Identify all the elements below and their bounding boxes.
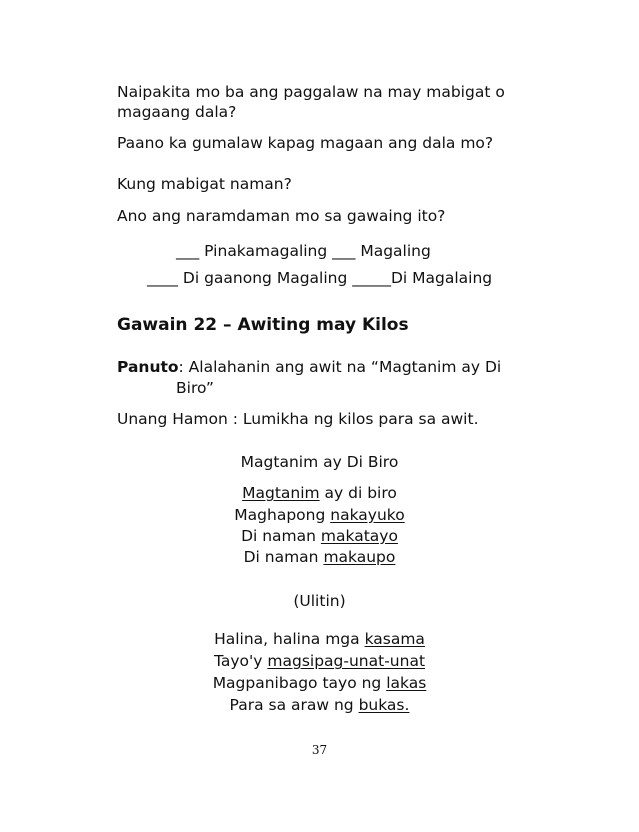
challenge: Unang Hamon : Lumikha ng kilos para sa awit. (117, 410, 479, 428)
song-title: Magtanim ay Di Biro (240, 453, 399, 471)
question-2: Paano ka gumalaw kapag magaan ang dala mo? (117, 134, 494, 152)
question-1-line-1: Naipakita mo ba ang paggalaw na may mabigat o (117, 83, 505, 101)
instruction-line-2: Biro” (176, 379, 214, 397)
rating-row-1: ___ Pinakamagaling ___ Magaling (176, 242, 431, 260)
repeat-note: (Ulitin) (293, 592, 346, 610)
question-3: Kung mabigat naman? (117, 175, 292, 193)
instruction-text: : Alalahanin ang awit na “Magtanim ay Di (178, 358, 502, 376)
song-line: Halina, halina mga kasama (214, 630, 425, 648)
song-line: Di naman makatayo (241, 527, 398, 545)
instruction-line-1 (117, 357, 501, 377)
song-line: Magtanim ay di biro (242, 484, 397, 502)
song-line: Maghapong nakayuko (234, 506, 405, 524)
song-line: Para sa araw ng bukas. (229, 696, 410, 714)
instruction-label: Panuto (117, 358, 179, 376)
song-line: Tayo'y magsipag-unat-unat (213, 652, 426, 670)
question-4: Ano ang naramdaman mo sa gawaing ito? (117, 207, 446, 225)
question-1-line-2: magaang dala? (117, 103, 237, 121)
rating-row-2: ____ Di gaanong Magaling _____Di Magalaing (147, 269, 493, 287)
activity-title: Gawain 22 – Awiting may Kilos (117, 315, 409, 335)
song-line: Di naman makaupo (243, 548, 396, 566)
page-number: 37 (311, 743, 328, 757)
song-line: Magpanibago tayo ng lakas (212, 674, 427, 692)
